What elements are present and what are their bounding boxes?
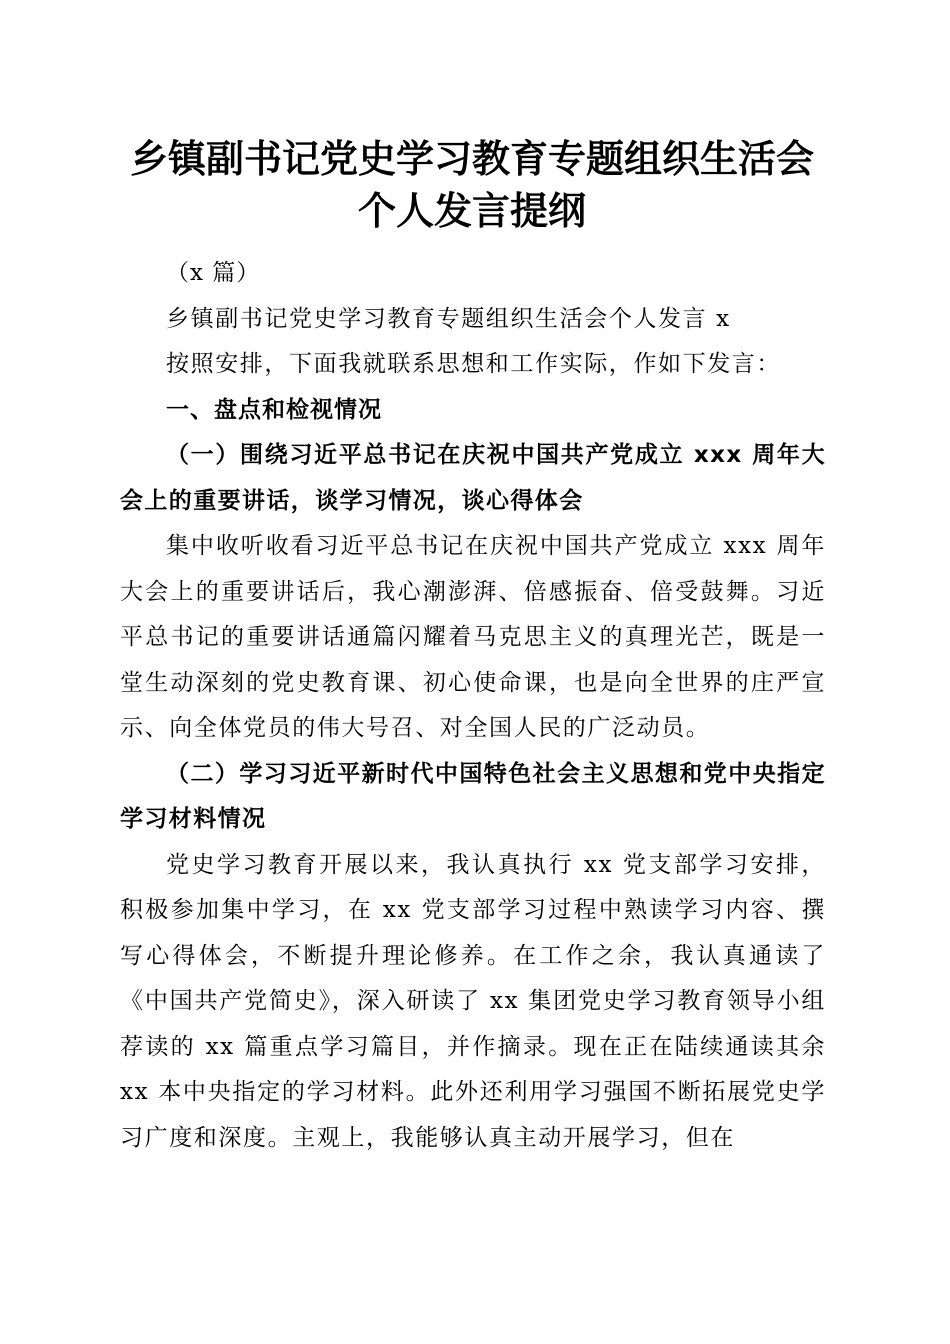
subsection-heading-1: （一）围绕习近平总书记在庆祝中国共产党成立 xxx 周年大会上的重要讲话，谈学习情况，谈心得体会 — [120, 442, 826, 514]
paragraph-body-2: 党史学习教育开展以来，我认真执行 xx 党支部学习安排，积极参加集中学习，在 xx 党支部学习过程中熟读学习内容、撰写心得体会，不断提升理论修养。在工作之余，我认真通读了《中国共产党简史》，深入研读了 xx 集团党史学习教育领导小组荐读的 xx 篇重点学习篇目，并作摘录。现在正在陆续通读其余 xx 本中央指定的学习材料。此外还利用学习强国不断拓展党史学习广度和深度。主观上，我能够认真主动开展学习，但在 — [120, 851, 826, 1151]
paragraph-subtitle: 乡镇副书记党史学习教育专题组织生活会个人发言 x — [166, 305, 731, 332]
paragraph-intro: 按照安排，下面我就联系思想和工作实际，作如下发言： — [166, 351, 781, 377]
paragraph-section-count: （x 篇） — [166, 260, 261, 286]
paragraph-body-1: 集中收听收看习近平总书记在庆祝中国共产党成立 xxx 周年大会上的重要讲话后，我心潮澎湃、倍感振奋、倍受鼓舞。习近平总书记的重要讲话通篇闪耀着马克思主义的真理光芒，既是一堂生动深刻的党史教育课、初心使命课，也是向全世界的庄严宣示、向全体党员的伟大号召、对全国人民的广泛动员。 — [120, 533, 826, 741]
section-heading-1: 一、盘点和检视情况 — [166, 396, 382, 423]
document-title: 乡镇副书记党史学习教育专题组织生活会个人发言提纲 — [129, 137, 814, 233]
document-body — [120, 251, 826, 1161]
subsection-heading-2: （二）学习习近平新时代中国特色社会主义思想和党中央指定学习材料情况 — [120, 760, 826, 832]
